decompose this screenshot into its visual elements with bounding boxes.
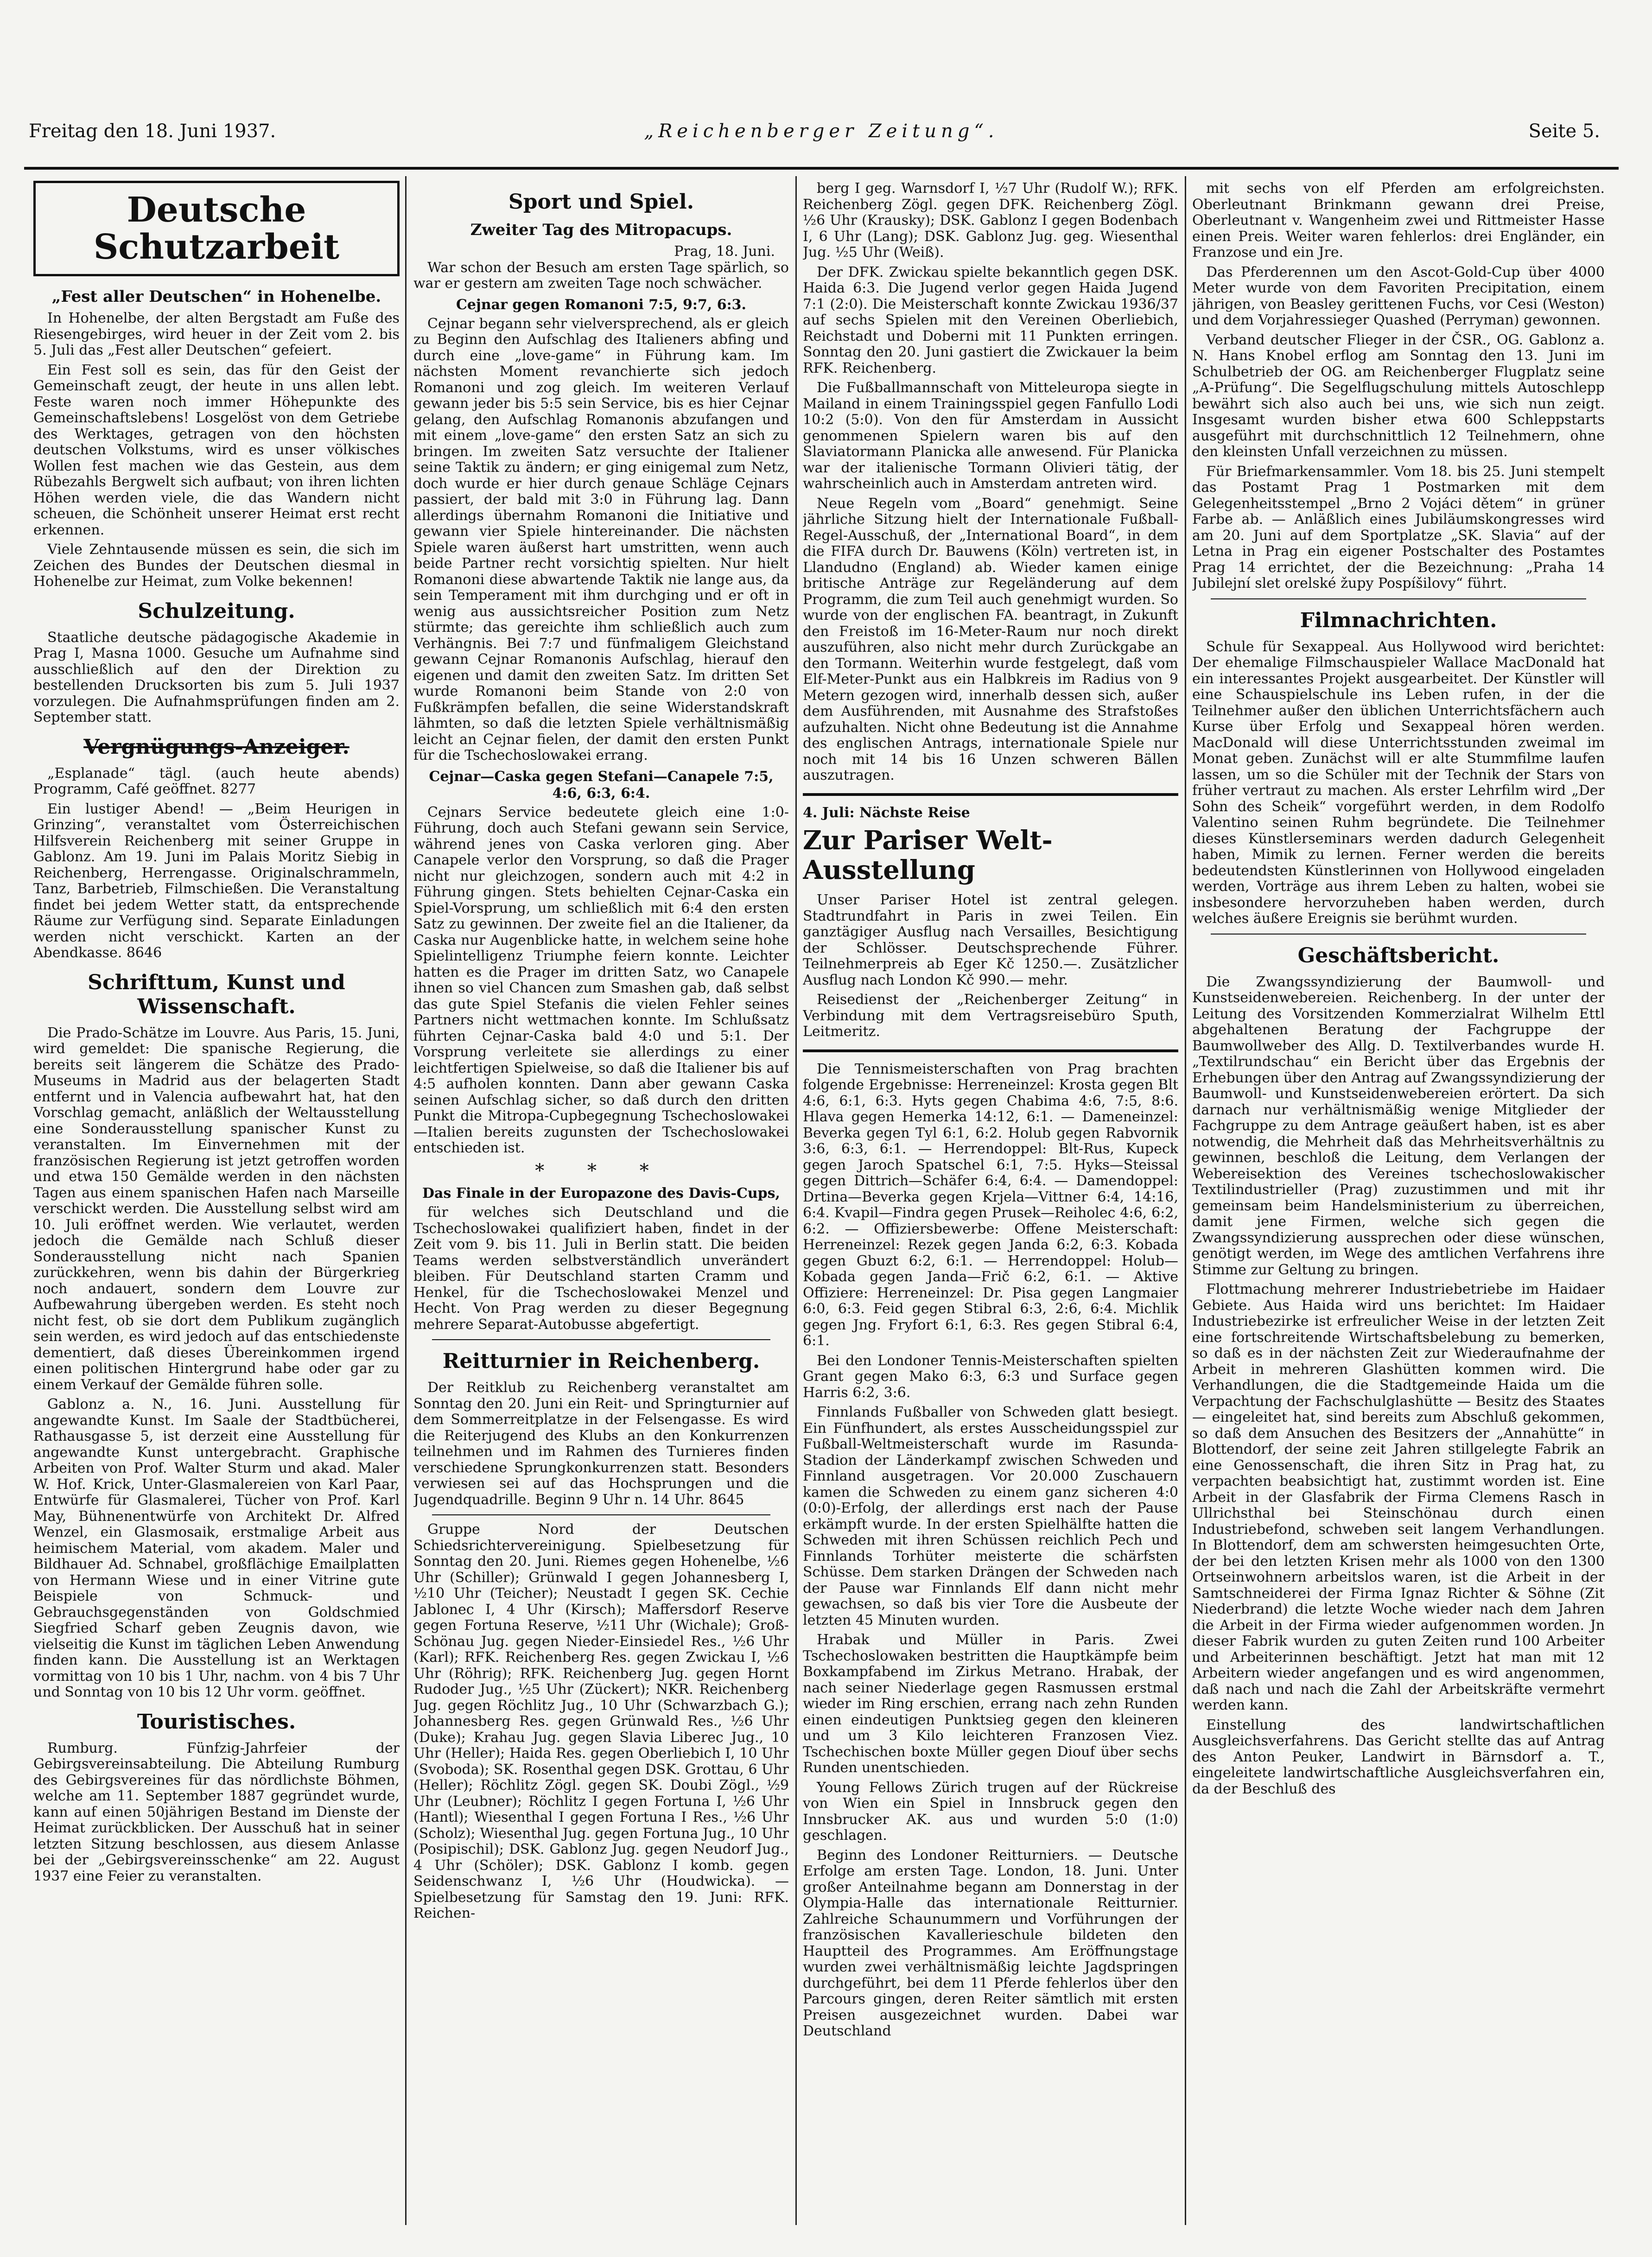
article-heading: Zweiter Tag des Mitropacups.	[470, 221, 732, 239]
article-paragraph: Das Pferderennen um den Ascot-Gold-Cup über 4000 Meter wurde von dem Favoriten Precipitation, einem jährigen, von Beasley gerittenen Fuchs, vor Cesi (Weston) und dem Vorjahressieger Quashed (Perryman) gewonnen.	[1192, 264, 1605, 328]
article-paragraph: Gablonz a. N., 16. Juni. Ausstellung für angewandte Kunst. Im Saale der Stadtbücherei, Rathausgasse 5, ist derzeit eine Ausstellung für angewandte Kunst untergebracht. Graphische Arbeiten von Prof. Walter Sturm und akad. Maler W. Hof. Krick, Unter-Glasmalereien von Karl Paar, Entwürfe für Glasmalerei, Tücher von Prof. Karl May, Bühnenentwürfe von Architekt Dr. Alfred Wenzel, ein Glasmosaik, erstmalige Arbeit aus heimischem Material, vom akadem. Maler und Bildhauer Ad. Schnabel, großflächige Emailplatten von Hermann Wiese und in einer Vitrine gute Beispiele von Schmuck- und Gebrauchsgegenständen von Goldschmied Siegfried Scharf geben Zeugnis davon, wie vielseitig die Kunst im täglichen Leben Anwendung finden kann. Die Ausstellung ist an Werktagen vormittag von 10 bis 1 Uhr, nachm. von 4 bis 7 Uhr und Sonntag von 10 bis 12 Uhr vorm. geöffnet.	[33, 1396, 400, 1700]
column-4	[1192, 181, 1605, 2225]
section-heading: Geschäftsbericht.	[1297, 943, 1500, 967]
section-heading: Reitturnier in Reichenberg.	[442, 1349, 760, 1373]
article-paragraph: War schon der Besuch am ersten Tage spärlich, so war er gestern am zweiten Tage noch schwächer.	[413, 259, 789, 292]
article-paragraph: Flottmachung mehrerer Industriebetriebe im Haidaer Gebiete. Aus Haida wird uns berichtet: Im Haidaer Industriebezirke ist erfreulicher Weise in der letzten Zeit eine fortschreitende Wirtschaftsbelebung zu bemerken, so daß es in der nächsten Zeit zur Wiederaufnahme der Arbeit in mehreren Glashütten kommen wird. Die Verhandlungen, die die Stadtgemeinde Haida um die Verpachtung der Fachschulglashütte — Besitz des Staates — eingeleitet hat, sind bereits zum Abschluß gekommen, so daß dem Ansuchen des Besitzers der „Annahütte“ in Blottendorf, der seine zeit Jahren stillgelegte Fabrik an eine Genossenschaft, die ihren Sitz in Prag hat, zu verpachten beabsichtigt hat, zustimmt worden ist. Eine Arbeit in der Glasfabrik der Firma Clemens Rasch in Ullrichsthal bei Steinschönau durch einen Industriebefond, schweben seit langem Verhandlungen. In Blottendorf, dem am schwersten heimgesuchten Orte, der bei den letzten Krisen mehr als 1000 von den 1300 Ortseinwohnern arbeitslos waren, ist die Arbeit in der Samtschneiderei der Firma Ignaz Richter & Söhne (Zit Niederbrand) die letzte Woche wieder nach dem Jahren die Arbeit in der Firma wieder aufgenommen worden. Jn dieser Fabrik wurden zu guten Zeiten rund 100 Arbeiter und Arbeiterinnen beschäftigt. Jetzt hat man mit 12 Arbeitern wieder angefangen und es wird angenommen, daß nach und nach die Zahl der Arbeitskräfte vermehrt werden kann.	[1192, 1281, 1605, 1713]
article-paragraph: Die Fußballmannschaft von Mitteleuropa siegte in Mailand in einem Trainingsspiel gegen Fanfullo Lodi 10:2 (5:0). Von den für Amsterdam in Aussicht genommenen Spielern waren bis auf den Slaviatormann Planicka alle anwesend. Für Planicka war der italienische Tormann Olivieri tätig, der wahrscheinlich auch in Amsterdam antreten wird.	[803, 380, 1178, 492]
newspaper-page	[24, 32, 1619, 2239]
issue-date: Freitag den 18. Juni 1937.	[29, 121, 276, 142]
dateline: Prag, 18. Juni.	[674, 243, 775, 260]
article-paragraph: berg I geg. Warnsdorf I, ½7 Uhr (Rudolf W.); RFK. Reichenberg Zögl. gegen DFK. Reichenberg Zögl. ½6 Uhr (Krausky); DSK. Gablonz I gegen Bodenbach I, 6 Uhr (Lang); DSK. Gablonz Jug. geg. Wiesenthal Jug. ½5 Uhr (Weiß).	[803, 181, 1178, 261]
article-paragraph: Verband deutscher Flieger in der ČSR., OG. Gablonz a. N. Hans Knobel erflog am Sonntag den 13. Juni im Schulbetrieb der OG. am Reichenberger Flugplatz seine „A-Prüfung“. Die Segelflugschulung mittels Autoschlepp bewährt sich also auch bei uns, wie sich nun zeigt. Insgesamt wurden bisher etwa 600 Schleppstarts ausgeführt mit durchschnittlich 12 Teilnehmern, ohne den kleinsten Unfall verzeichnen zu müssen.	[1192, 331, 1605, 460]
section-heading: Sport und Spiel.	[508, 190, 694, 214]
section-heading: Schulzeitung.	[138, 599, 295, 623]
article-paragraph: Cejnars Service bedeutete gleich eine 1:0-Führung, doch auch Stefani gewann sein Service, während jenes von Caska verloren ging. Aber Canapele verlor den Vorsprung, so daß die Prager nicht nur gleichzogen, sondern auch mit 4:2 in Führung gingen. Stets behielten Cejnar-Caska ein Spiel-Vorsprung, um schließlich mit 6:4 den ersten Satz zu gewinnen. Der zweite fiel an die Italiener, da Caska nur Augenblicke hatte, in welchem seine hohe Spielintelligenz Triumphe feiern konnte. Leichter hatten es die Prager im dritten Satz, wo Canapele ihnen so viel Chancen zum Smashen gab, daß selbst das gute Spiel Stefanis die vielen Fehler seines Partners nicht wettmachen konnte. Im Schlußsatz führten Cejnar-Caska bald 4:0 und 5:1. Der Vorsprung verleitete sie allerdings zu einer leichtfertigen Spielweise, so daß die Italiener bis auf 4:5 aufholen konnten. Dann aber gewann Caska seinen Aufschlag sicher, so daß durch den dritten Punkt die Mitropa-Cupbegegnung Tschechoslowakei—Italien bereits zugunsten der Tschechoslowakei entschieden ist.	[413, 804, 789, 1156]
section-heading: Schrifttum, Kunst und Wissenschaft.	[88, 970, 345, 1018]
ad-border-bottom	[803, 1049, 1178, 1052]
column-3	[803, 181, 1178, 2225]
column-divider	[795, 176, 797, 2225]
masthead	[24, 116, 1619, 158]
ad-line: 4. Juli: Nächste Reise	[803, 804, 970, 821]
article-paragraph: Beginn des Londoner Reitturniers. — Deutsche Erfolge am ersten Tage. London, 18. Juni. Unter großer Anteilnahme begann am Donnerstag in der Olympia-Halle das internationale Reitturnier. Zahlreiche Schaunummern und Vorführungen der französischen Kavallerieschule bildeten den Hauptteil des Programmes. Am Eröffnungstage wurden zwei verhältnismäßig leichte Jagdspringen durchgeführt, bei dem 11 Pferde fehlerlos über den Parcours gingen, deren Reiter sämtlich mit ersten Preisen ausgezeichnet wurden. Dabei war Deutschland	[803, 1847, 1178, 2039]
paper-name: „Reichenberger Zeitung“.	[644, 121, 999, 142]
article-paragraph: Die Zwangssyndizierung der Baumwoll- und Kunstseidenwebereien. Reichenberg. In der unter der Leitung des Vorsitzenden Kommerzialrat Wilhelm Ettl abgehaltenen Beratung der Fachgruppe der Baumwollweber des Allg. D. Textilverbandes wurde H. „Textilrundschau“ ein Bericht über das Ergebnis der Erhebungen über den Antrag auf Zwangssyndizierung der Baumwoll- und Kunstseidenwebereien erörtert. Da sich darnach nur verhältnismäßig wenige Mitglieder der Fachgruppe zu dem Antrage geäußert haben, ist es aber notwendig, die Mehrheit daß das Mehrheitsverhältnis zu gewinnen, beschloß die Leitung, dem Verlangen der Webereisektion des Vereines tschechoslowakischer Textilindustrieller (Prag) zuzustimmen und mit ihr gemeinsam beim Handelsministerium zu überreichen, damit jene Firmen, welche sich gegen die Zwangssyndizierung aussprechen oder diese wünschen, genötigt werden, im Wege des amtlichen Verfahrens ihre Stimme zur Geltung zu bringen.	[1192, 973, 1605, 1278]
ad-paragraph: Reisedienst der „Reichenberger Zeitung“ in Verbindung mit dem Vertragsreisebüro Sputh, Leitmeritz.	[803, 992, 1178, 1040]
masthead-rule	[24, 167, 1619, 170]
article-paragraph: „Esplanade“ tägl. (auch heute abends) Programm, Café geöffnet. 8277	[33, 765, 400, 797]
article-paragraph: Die Tennismeisterschaften von Prag brachten folgende Ergebnisse: Herreneinzel: Krosta gegen Blt 4:6, 6:1, 6:3. Hyts gegen Chabima 4:6, 7:5, 8:6. Hlava gegen Hemerka 14:12, 6:1. — Dameneinzel: Beverka gegen Tyl 6:1, 6:2. Holub gegen Rabvornik 3:6, 6:3, 6:1. — Herrendoppel: Blt-Rus, Kupeck gegen Jaroch Spatschel 6:1, 7:5. Hyks—Steissal gegen Dittrich—Schäfer 6:4, 6:4. — Damendoppel: Drtina—Beverka gegen Krjela—Vittner 6:4, 14:16, 6:4. Kvapil—Findra gegen Prusek—Reiholec 4:6, 6:2, 6:2. — Offiziersbewerbe: Offene Meisterschaft: Herreneinzel: Rezek gegen Janda 6:2, 6:3. Kobada gegen Gbuzt 6:2, 6:1. — Herrendoppel: Holub—Kobada gegen Janda—Frič 6:2, 6:1. — Aktive Offiziere: Herreneinzel: Dr. Pisa gegen Langmaier 6:0, 6:3. Feid gegen Stibral 6:3, 2:6, 6:4. Michlik gegen Jng. Fryfort 6:1, 6:3. Res gegen Stibral 6:4, 6:1.	[803, 1061, 1178, 1349]
article-paragraph: Ein Fest soll es sein, das für den Geist der Gemeinschaft zeugt, der heute in uns allen lebt. Feste waren noch immer Höhepunkte des Gemeinschaftslebens! Losgelöst von dem Getriebe des Werktages, getragen von den höchsten deutschen Volkstums, wird es unser völkisches Wollen fest machen wie das Gestein, aus dem Rübezahls Bergwelt sich aufbaut; von ihren lichten Höhen werden viele, die das Wandern nicht scheuen, die Schönheit unserer Heimat erst recht erkennen.	[33, 362, 400, 538]
article-paragraph: Einstellung des landwirtschaftlichen Ausgleichsverfahrens. Das Gericht stellte das auf Antrag des Anton Peuker, Landwirt in Bärnsdorf a. T., eingeleitete landwirtschaftliche Ausgleichsverfahren ein, da der Beschluß des	[1192, 1717, 1605, 1797]
article-paragraph: Young Fellows Zürich trugen auf der Rückreise von Wien ein Spiel in Innsbruck gegen den Innsbrucker AK. aus und wurden 5:0 (1:0) geschlagen.	[803, 1779, 1178, 1844]
section-heading: Filmnachrichten.	[1300, 608, 1497, 632]
article-paragraph: In Hohenelbe, der alten Bergstadt am Fuße des Riesengebirges, wird heuer in der Zeit vom 2. bis 5. Juli das „Fest aller Deutschen“ gefeiert.	[33, 310, 400, 358]
article-paragraph: Cejnar begann sehr vielversprechend, als er gleich zu Beginn den Aufschlag des Italieners abfing und durch eine „love-game“ in Führung kam. Im nächsten Moment revanchierte sich jedoch Romanoni und zog gleich. Im weiteren Verlauf gewann jeder bis 5:5 sein Service, bis es hier Cejnar gelang, den Aufschlag Romanonis abzufangen und mit einem „love-game“ den ersten Satz an sich zu bringen. Im zweiten Satz versuchte der Italiener seine Taktik zu ändern; er ging einigemal zum Netz, doch wurde er hier durch genaue Schläge Cejnars passiert, der bald mit 3:0 in Führung lag. Dann allerdings übernahm Romanoni die Initiative und gewann vier Spiele hintereinander. Die nächsten Spiele waren äußerst hart umstritten, wenn auch beide Partner recht vorsichtig spielten. Nur hielt Romanoni diese abwartende Taktik nie lange aus, da sein Temperament mit ihm durchging und er oft in wenig aus aussichtsreicher Position zum Netz stürmte; das gereichte ihm schließlich auch zum Verhängnis. Bei 7:7 und fünfmaligem Gleichstand gewann Cejnar Romanonis Aufschlag, hierauf den eigenen und damit den zweiten Satz. Im dritten Set wurde Romanoni beim Stande von 2:0 von Fußkrämpfen befallen, die seine Widerstandskraft lähmten, so daß die letzten Spiele verhältnismäßig leicht an Cejnar fielen, der damit den ersten Punkt für die Tschechoslowakei errang.	[413, 315, 789, 763]
subheading: Cejnar gegen Romanoni 7:5, 9:7, 6:3.	[456, 296, 746, 313]
article-paragraph: Der Reitklub zu Reichenberg veranstaltet am Sonntag den 20. Juni ein Reit- und Springturnier auf dem Sommerreitplatze in der Felsengasse. Es wird die Reiterjugend des Klubs an den Konkurrenzen teilnehmen und im Rahmen des Turnieres finden verschiedene Sprungkonkurrenzen statt. Besonders verwiesen sei auf das Hochsprungen und die Jugendquadrille. Beginn 9 Uhr n. 14 Uhr. 8645	[413, 1380, 789, 1508]
article-paragraph: Rumburg. Fünfzig-Jahrfeier der Gebirgsvereinsabteilung. Die Abteilung Rumburg des Gebirgsvereines für das nördlichste Böhmen, welche am 11. September 1887 gegründet wurde, kann auf einen 50jährigen Bestand im Dienste der Heimat zurückblicken. Der Ausschuß hat in seiner letzten Sitzung beschlossen, aus diesem Anlasse bei der „Gebirgsvereinsschenke“ am 22. August 1937 eine Feier zu veranstalten.	[33, 1740, 400, 1884]
article-paragraph: Gruppe Nord der Deutschen Schiedsrichtervereinigung. Spielbesetzung für Sonntag den 20. Juni. Riemes gegen Hohenelbe, ½6 Uhr (Schiller); Grünwald I gegen Johannesberg I, ½10 Uhr (Teicher); Neustadt I gegen SK. Cechie Jablonec I, 4 Uhr (Kirsch); Maffersdorf Reserve gegen Fortuna Reserve, ½11 Uhr (Wichale); Groß-Schönau Jug. gegen Nieder-Einsiedel Res., ½6 Uhr (Karl); RFK. Reichenberg Res. gegen Zwickau I, ½6 Uhr (Röhrig); RFK. Reichenberg Jug. gegen Hornt Rudoder Jug., ½5 Uhr (Zückert); NKR. Reichenberg Jug. gegen Röchlitz Jug., 10 Uhr (Schwarzbach G.); Johannesberg Res. gegen Grünwald Res., ½6 Uhr (Duke); Krahau Jug. gegen Slavia Liberec Jug., 10 Uhr (Heller); Haida Res. gegen Oberliebich I, 10 Uhr (Svoboda); SK. Rosenthal gegen DSK. Grottau, 6 Uhr (Heller); Röchlitz Zögl. gegen SK. Doubi Zögl., ½9 Uhr (Leubner); Röchlitz I gegen Fortuna I, ½6 Uhr (Hantl); Wiesenthal I gegen Fortuna I Res., ½6 Uhr (Scholz); Wiesenthal Jug. gegen Fortuna Jug., 10 Uhr (Posipischil); DSK. Gablonz Jug. gegen Neudorf Jug., 4 Uhr (Schöler); DSK. Gablonz I komb. gegen Seidenschwanz I, ½6 Uhr (Houdwicka). — Spielbesetzung für Samstag den 19. Juni: RFK. Reichen-	[413, 1521, 789, 1921]
separator-stars: * * *	[535, 1160, 667, 1182]
article-paragraph: Staatliche deutsche pädagogische Akademie in Prag I, Masna 1000. Gesuche um Aufnahme sind ausschließlich auf den der Direktion zu bestellenden Drucksorten bis zum 5. Juli 1937 vorzulegen. Die Aufnahmsprüfungen finden am 2. September statt.	[33, 629, 400, 725]
divider	[432, 1339, 770, 1340]
section-heading: Touristisches.	[137, 1710, 296, 1734]
article-paragraph: Ein lustiger Abend! — „Beim Heurigen in Grinzing“, veranstaltet vom Österreichischen Hilfsverein Reichenberg mit seiner Gruppe in Gablonz. Am 19. Juni im Palais Moritz Siebig in Reichenberg, Herrengasse. Originalschrammeln, Tanz, Barbetrieb, Filmschießen. Die Veranstaltung findet bei jedem Wetter statt, da entsprechende Räume zur Verfügung sind. Separate Einladungen werden nicht verschickt. Karten an der Abendkasse. 8646	[33, 801, 400, 961]
column-divider	[1185, 176, 1186, 2225]
article-paragraph: Für Briefmarkensammler. Vom 18. bis 25. Juni stempelt das Postamt Prag 1 Postmarken mit dem Gelegenheitsstempel „Brno 2 Vojáci dětem“ in grüner Farbe ab. — Anläßlich eines Jubiläumskongresses wird am 20. Juni auf dem Sportplatze „SK. Slavia“ auf der Letna in Prag ein eigener Postschalter des Postamtes Prag 14 errichtet, der die Bezeichnung: „Praha 14 Jubilejní slet orelské župy Pospíšilovy“ führt.	[1192, 463, 1605, 591]
article-paragraph: für welches sich Deutschland und die Tschechoslowakei qualifiziert haben, findet in der Zeit vom 9. bis 11. Juli in Berlin statt. Die beiden Teams werden selbstverständlich unverändert bleiben. Für Deutschland starten Cramm und Henkel, für die Tschechoslowakei Menzel und Hecht. Von Prag werden zu dieser Begegnung mehrere Separat-Autobusse abgefertigt.	[413, 1204, 789, 1333]
article-paragraph: Hrabak und Müller in Paris. Zwei Tschechoslowaken bestritten die Hauptkämpfe beim Boxkampfabend im Zirkus Metrano. Hrabak, der nach seiner Niederlage gegen Rasmussen erstmal wieder im Ring erschien, errang nach zehn Runden einen eindeutigen Punktsieg gegen den kleineren und um 3 Kilo leichteren Franzosen Viez. Tschechischen boxte Müller gegen Diouf über sechs Runden unentschieden.	[803, 1632, 1178, 1776]
divider	[1211, 934, 1586, 935]
subheading: Cejnar—Caska gegen Stefani—Canapele 7:5, 4:6, 6:3, 6:4.	[429, 768, 774, 801]
article-paragraph: Bei den Londoner Tennis-Meisterschaften spielten Grant gegen Mako 6:3, 6:3 und Surface gegen Harris 6:2, 3:6.	[803, 1352, 1178, 1401]
article-paragraph: mit sechs von elf Pferden am erfolgreichsten. Oberleutnant Brinkmann gewann drei Preise, Oberleutnant v. Wangenheim zwei und Rittmeister Hasse einen Preis. Weiter waren fehlerlos: drei Engländer, ein Franzose und ein Jre.	[1192, 181, 1605, 261]
section-heading: Vergnügungs-Anzeiger.	[83, 735, 349, 759]
article-paragraph: Finnlands Fußballer von Schweden glatt besiegt. Ein Fünfhundert, als erstes Ausscheidungsspiel zur Fußball-Weltmeisterschaft wurde im Rasunda-Stadion der Länderkampf zwischen Schweden und Finnland ausgetragen. Vor 20.000 Zuschauern kamen die Schweden zu einem ganz sicheren 4:0 (0:0)-Erfolg, der allerdings erst nach der Pause erkämpft wurde. In der ersten Spielhälfte hatten die Schweden mit ihren Schüssen reichlich Pech und Finnlands Torhüter meisterte die schärfsten Schüsse. Dem starken Drängen der Schweden nach der Pause war Finnlands Elf dann nicht mehr gewachsen, so daß bis vier Tore die Ausbeute der letzten 45 Minuten wurden.	[803, 1404, 1178, 1628]
ad-border-top	[803, 793, 1178, 796]
ad-paragraph: Unser Pariser Hotel ist zentral gelegen. Stadtrundfahrt in Paris in zwei Teilen. Ein ganztägiger Ausflug nach Versailles, Besichtigung der Schlösser. Deutschsprechende Führer. Teilnehmerpreis ab Eger Kč 1250.—. Zusätzlicher Ausflug nach London Kč 990.— mehr.	[803, 892, 1178, 988]
article-paragraph: Viele Zehntausende müssen es sein, die sich im Zeichen des Bundes der Deutschen diesmal in Hohenelbe zur Heimat, zum Volke bekennen!	[33, 541, 400, 590]
column-2	[413, 181, 789, 2225]
ad-heading: Zur Pariser Welt-Ausstellung	[803, 825, 1053, 885]
divider	[1211, 598, 1586, 599]
article-paragraph: Der DFK. Zwickau spielte bekanntlich gegen DSK. Haida 6:3. Die Jugend verlor gegen Haida Jugend 7:1 (2:0). Die Meisterschaft konnte Zwickau 1936/37 auf sechs Spielen mit den Vereinen Oberliebich, Reichstadt und Doberni mit 11 Punkten erringen. Sonntag den 20. Juni gastiert die Zwickauer la beim RFK. Reichenberg.	[803, 264, 1178, 376]
divider	[432, 1514, 770, 1515]
column-1	[33, 181, 400, 2225]
article-paragraph: Schule für Sexappeal. Aus Hollywood wird berichtet: Der ehemalige Filmschauspieler Wallace MacDonald hat ein interessantes Projekt ausgearbeitet. Der Künstler will eine Schauspielschule ins Leben rufen, in der die Teilnehmer außer den üblichen Unterrichtsfächern auch Kurse über Erfolg und Sexappeal hören werden. MacDonald will diese Unterrichtsstunden zweimal im Monat geben. Zunächst will er alte Stummfilme laufen lassen, um so die Schüler mit der Technik der Stars von früher vertraut zu machen. Als erster Lehrfilm wird „Der Sohn des Scheik“ vorgeführt werden, in dem Rodolfo Valentino seinen Ruhm begründete. Die Teilnehmer dieses Künstlerseminars werden dadurch Gelegenheit haben, Mimik zu lernen. Ferner werden die bereits bedeutendsten Künstlerinnen von Hollywood eingeladen werden, Vorträge aus ihrem Leben zu halten, wobei sie insbesondere hervorzuheben haben werden, durch welches äußere Ereignis sie berühmt wurden.	[1192, 638, 1605, 927]
section-title-schutzarbeit: Deutsche Schutzarbeit	[33, 181, 400, 276]
article-paragraph: Neue Regeln vom „Board“ genehmigt. Seine jährliche Sitzung hielt der Internationale Fußball-Regel-Ausschuß, der „International Board“, in dem die FIFA durch Dr. Bauwens (Köln) vertreten ist, in Llandudno (England) ab. Wieder kamen einige britische Anträge zur Regeländerung auf dem Programm, die zum Teil auch genehmigt wurden. So wurde von der englischen FA. beantragt, in Zukunft den Freistoß im 16-Meter-Raum nur noch direkt auszuführen, also nicht mehr durch Zurückgabe an den Tormann. Weiterhin wurde festgelegt, daß vom Elf-Meter-Punkt aus ein Halbkreis im Radius von 9 Metern gezogen wird, innerhalb dessen sich, außer dem Ausführenden, mit Ausnahme des Strafstoßes aufzuhalten. Nicht ohne Bedeutung ist die Annahme des englischen Antrags, internationale Spiele nur noch mit 14 bis 16 Unzen schweren Bällen auszutragen.	[803, 495, 1178, 783]
subheading: Das Finale in der Europazone des Davis-Cups,	[422, 1185, 780, 1202]
page-number: Seite 5.	[1528, 121, 1600, 142]
article-heading: „Fest aller Deutschen“ in Hohenelbe.	[51, 287, 381, 306]
column-divider	[405, 176, 407, 2225]
article-paragraph: Die Prado-Schätze im Louvre. Aus Paris, 15. Juni, wird gemeldet: Die spanische Regierung, die bereits seit längerem die Schätze des Prado-Museums in Madrid aus der belagerten Stadt entfernt und in Valencia aufbewahrt hat, hat den Vorschlag gemacht, anläßlich der Weltausstellung eine Sonderausstellung spanischer Kunst zu veranstalten. Im Einvernehmen mit der französischen Regierung ist jetzt getroffen worden und etwa 150 Gemälde werden in den nächsten Tagen aus einem spanischen Hafen nach Marseille verschickt werden. Die Ausstellung selbst wird am 10. Juli eröffnet werden. Wie verlautet, werden jedoch die Gemälde nach Schluß dieser Sonderausstellung nicht nach Spanien zurückkehren, wenn bis dahin der Bürgerkrieg noch andauert, sondern dem Louvre zur Aufbewahrung übergeben werden. Es steht noch nicht fest, ob sie dort dem Publikum zugänglich sein werden, es wird jedoch auf das entschiedenste dementiert, daß dieses Übereinkommen irgend einen politischen Hintergrund habe oder gar zu einem Verkauf der Gemälde führen solle.	[33, 1024, 400, 1393]
